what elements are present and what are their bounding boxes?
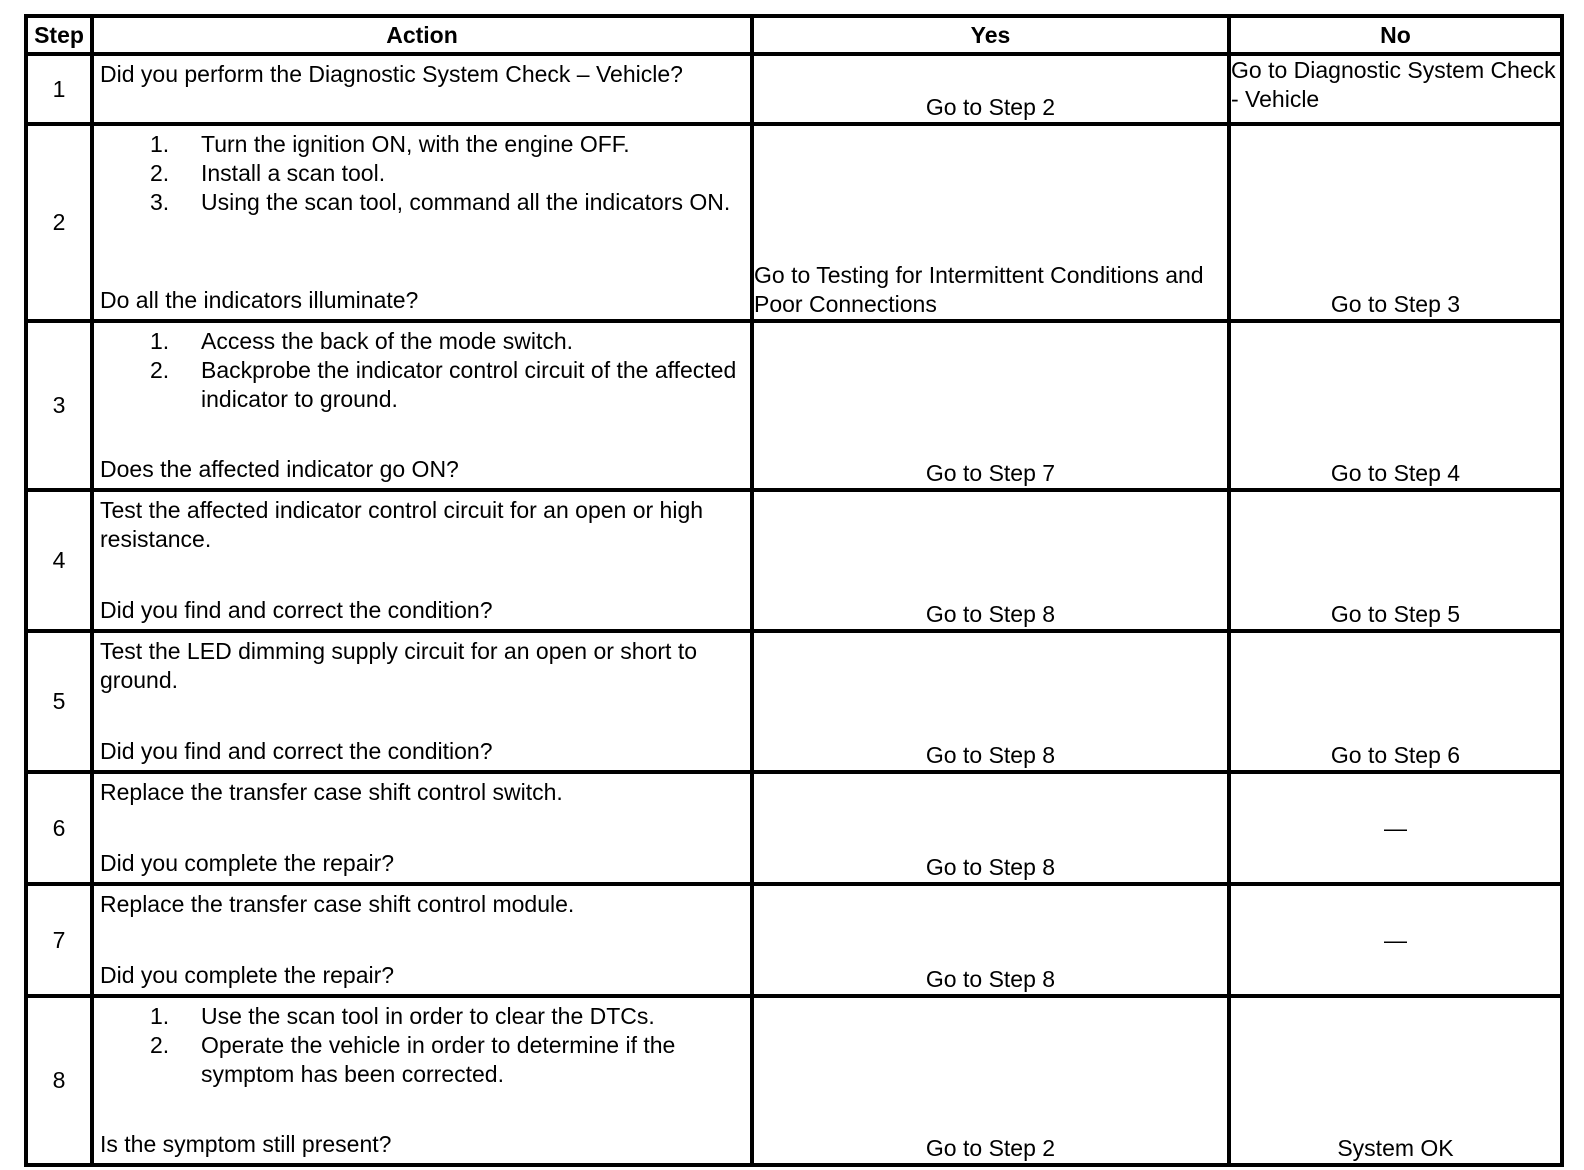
table-row [26,54,1562,124]
action-step: 2. Backprobe the indicator control circuit of the affected indicator to ground. [150,357,737,412]
header-step: Step [26,16,92,54]
step-number: 6 [26,772,92,884]
yes-result: Go to Step 7 [752,321,1229,490]
step-number: 2 [26,124,92,321]
yes-result: Go to Step 8 [752,631,1229,772]
table-row [26,884,1562,996]
table-row [26,124,1562,321]
step-number: 4 [26,490,92,631]
step-number: 3 [26,321,92,490]
action-steps [100,130,744,217]
action-cell [92,321,752,490]
action-question: Did you complete the repair? [100,850,395,876]
header-row [26,16,1562,54]
action-cell [92,884,752,996]
no-result: — [1229,884,1562,996]
no-result: Go to Step 3 [1229,124,1562,321]
yes-result: Go to Step 8 [752,884,1229,996]
diagnostic-table [24,14,1564,1167]
yes-result: Go to Step 8 [752,490,1229,631]
action-steps [100,327,744,414]
action-step: 1. Access the back of the mode switch. [150,328,574,354]
step-number: 5 [26,631,92,772]
action-question: Did you find and correct the condition? [100,738,493,764]
action-text: Did you perform the Diagnostic System Check – Vehicle? [92,54,752,124]
yes-result: Go to Step 8 [752,772,1229,884]
header-action: Action [92,16,752,54]
no-result: — [1229,772,1562,884]
table-row [26,321,1562,490]
action-step: 1. Use the scan tool in order to clear the DTCs. [150,1003,655,1029]
action-cell [92,772,752,884]
no-result: Go to Diagnostic System Check - Vehicle [1229,54,1562,124]
action-question: Is the symptom still present? [100,1131,392,1157]
table-row [26,490,1562,631]
action-step: 1. Turn the ignition ON, with the engine OFF. [150,131,630,157]
action-step: 3. Using the scan tool, command all the indicators ON. [150,189,731,215]
action-cell [92,490,752,631]
action-step: 2. Operate the vehicle in order to determine if the symptom has been corrected. [150,1032,676,1087]
action-text: Test the LED dimming supply circuit for an open or short to ground. [100,638,698,693]
table-row [26,996,1562,1165]
action-text: Test the affected indicator control circuit for an open or high resistance. [100,497,704,552]
no-result: Go to Step 5 [1229,490,1562,631]
header-yes: Yes [752,16,1229,54]
action-steps [100,1002,744,1089]
yes-result: Go to Testing for Intermittent Conditions and Poor Connections [752,124,1229,321]
no-result: System OK [1229,996,1562,1165]
header-no: No [1229,16,1562,54]
step-number: 1 [26,54,92,124]
yes-result: Go to Step 2 [752,54,1229,124]
action-step: 2. Install a scan tool. [150,160,386,186]
table-row [26,631,1562,772]
action-text: Replace the transfer case shift control module. [100,891,575,917]
action-question: Did you complete the repair? [100,962,395,988]
action-question: Do all the indicators illuminate? [100,287,419,313]
table-row [26,772,1562,884]
action-question: Does the affected indicator go ON? [100,456,459,482]
action-cell [92,631,752,772]
no-result: Go to Step 4 [1229,321,1562,490]
no-result: Go to Step 6 [1229,631,1562,772]
action-question: Did you find and correct the condition? [100,597,493,623]
action-text: Replace the transfer case shift control switch. [100,779,563,805]
step-number: 8 [26,996,92,1165]
action-cell [92,124,752,321]
action-cell [92,996,752,1165]
step-number: 7 [26,884,92,996]
yes-result: Go to Step 2 [752,996,1229,1165]
